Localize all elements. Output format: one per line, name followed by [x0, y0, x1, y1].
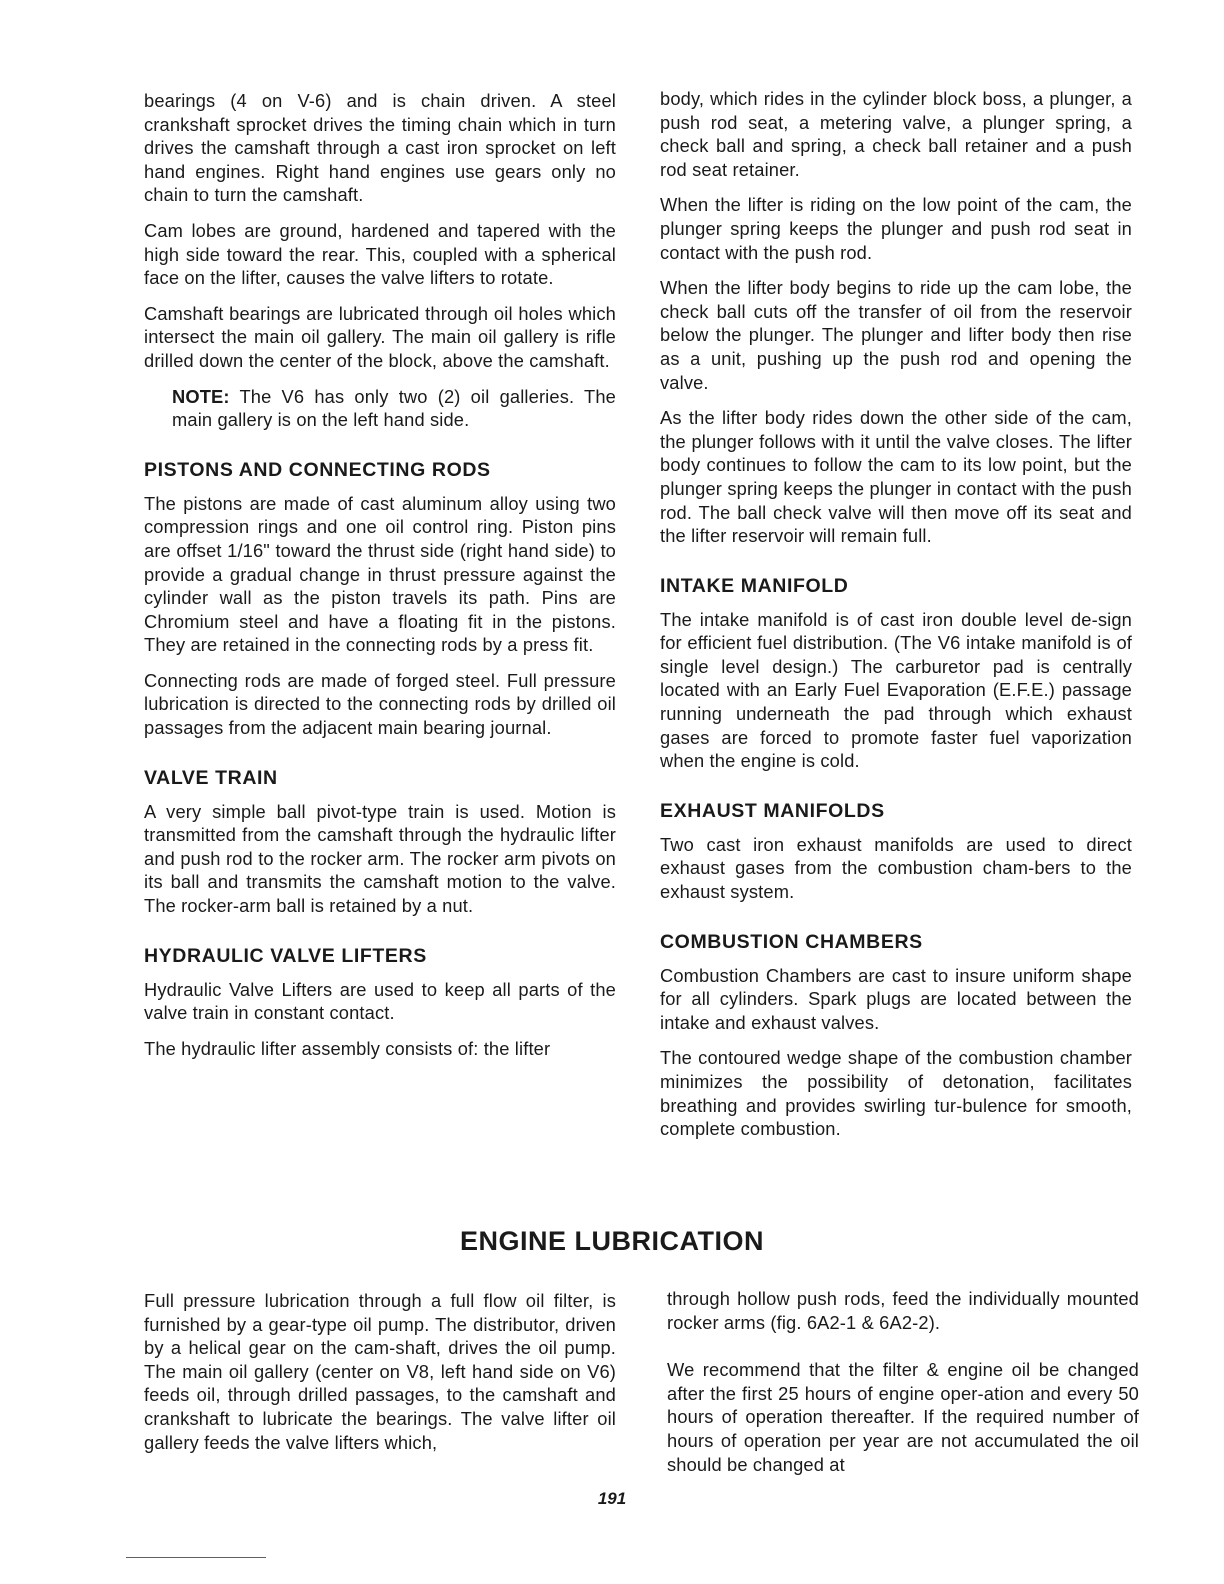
footer-rule: [126, 1557, 266, 1558]
section-title-engine-lubrication: ENGINE LUBRICATION: [460, 1226, 764, 1256]
paragraph: The contoured wedge shape of the combustion chamber minimizes the possibility of detonation, facilitates breathing and provides swirling tur-bulence for smooth, complete combustion.: [660, 1047, 1132, 1140]
paragraph: Full pressure lubrication through a full flow oil filter, is furnished by a gear-type oil pump. The distributor, driven by a helical gear on the cam-shaft, drives the oil pump. The main oil gallery (center on V8, left hand side on V6) feeds oil, through drilled passages, to the camshaft and crankshaft to lubricate the bearings. The valve lifter oil gallery feeds the valve lifters which,: [144, 1290, 616, 1453]
heading-hydraulic-lifters: HYDRAULIC VALVE LIFTERS: [144, 944, 427, 967]
paragraph: Two cast iron exhaust manifolds are used to direct exhaust gases from the combustion cham-bers to the exhaust system.: [660, 833, 1132, 903]
paragraph: Camshaft bearings are lubricated through oil holes which intersect the main oil gallery. The main oil gallery is rifle drilled down the center of the block, above the camshaft.: [144, 302, 616, 371]
paragraph: body, which rides in the cylinder block boss, a plunger, a push rod seat, a metering valve, a plunger spring, a check ball and spring, a check ball retainer and a push rod seat retainer.: [660, 88, 1132, 180]
note-label: NOTE:: [172, 385, 230, 407]
lubrication-right-column: [667, 1287, 1139, 1500]
paragraph: As the lifter body rides down the other side of the cam, the plunger follows with it until the valve closes. The lifter body continues to follow the cam to its low point, but the plunger spring keeps the plunger in contact with the push rod. The ball check valve will then move off its seat and the lifter reservoir will remain full.: [660, 407, 1132, 547]
page-number: 191: [597, 1489, 627, 1508]
paragraph: When the lifter body begins to ride up the cam lobe, the check ball cuts off the transfer of oil from the reservoir below the plunger. The plunger and lifter body then rise as a unit, pushing up the push rod and opening the valve.: [660, 277, 1132, 393]
note-paragraph: [172, 385, 616, 432]
paragraph: The hydraulic lifter assembly consists of: the lifter: [144, 1037, 551, 1059]
note-text: The V6 has only two (2) oil galleries. The main gallery is on the left hand side.: [172, 385, 616, 431]
paragraph: When the lifter is riding on the low point of the cam, the plunger spring keeps the plunger and push rod seat in contact with the push rod.: [660, 194, 1132, 263]
heading-valve-train: VALVE TRAIN: [144, 766, 278, 789]
paragraph: The intake manifold is of cast iron double level de-sign for efficient fuel distribution. (The V6 intake manifold is of single level design.) The carburetor pad is centrally located with an Early Fuel Evaporation (E.F.E.) passage running underneath the pad through which exhaust gases are forced to promote faster fuel vaporization when the engine is cold.: [660, 608, 1132, 772]
left-column: [144, 89, 616, 1072]
paragraph: The pistons are made of cast aluminum alloy using two compression rings and one oil control ring. Piston pins are offset 1/16" toward the thrust side (right hand side) to provide a gradual change in thrust pressure against the cylinder wall as the piston travels its path. Pins are Chromium steel and have a floating fit in the pistons. They are retained in the connecting rods by a press fit.: [144, 492, 616, 656]
paragraph: Hydraulic Valve Lifters are used to keep all parts of the valve train in constant contact.: [144, 978, 616, 1024]
paragraph: through hollow push rods, feed the individually mounted rocker arms (fig. 6A2-1 & 6A2-2).: [667, 1288, 1139, 1333]
paragraph: A very simple ball pivot-type train is used. Motion is transmitted from the camshaft through the hydraulic lifter and push rod to the rocker arm. The rocker arm pivots on its ball and transmits the camshaft motion to the valve. The rocker-arm ball is retained by a nut.: [144, 800, 616, 917]
lubrication-left-column: [144, 1289, 616, 1466]
right-column: [660, 87, 1132, 1153]
paragraph: bearings (4 on V-6) and is chain driven. A steel crankshaft sprocket drives the timing chain which in turn drives the camshaft through a cast iron sprocket on left hand engines. Right hand engines use gears only no chain to turn the camshaft.: [144, 90, 616, 206]
heading-intake-manifold: INTAKE MANIFOLD: [660, 574, 849, 597]
heading-combustion-chambers: COMBUSTION CHAMBERS: [660, 930, 923, 953]
paragraph: Cam lobes are ground, hardened and tapered with the high side toward the rear. This, coupled with a spherical face on the lifter, causes the valve lifters to rotate.: [144, 219, 616, 289]
paragraph: Combustion Chambers are cast to insure uniform shape for all cylinders. Spark plugs are located between the intake and exhaust valves.: [660, 964, 1132, 1033]
paragraph: We recommend that the filter & engine oil be changed after the first 25 hours of engine oper-ation and every 50 hours of operation thereafter. If the required number of hours of operation per year are not accumulated the oil should be changed at: [667, 1359, 1139, 1475]
paragraph: Connecting rods are made of forged steel. Full pressure lubrication is directed to the connecting rods by drilled oil passages from the adjacent main bearing journal.: [144, 669, 616, 739]
heading-exhaust-manifolds: EXHAUST MANIFOLDS: [660, 799, 885, 822]
heading-pistons: PISTONS AND CONNECTING RODS: [144, 458, 491, 481]
